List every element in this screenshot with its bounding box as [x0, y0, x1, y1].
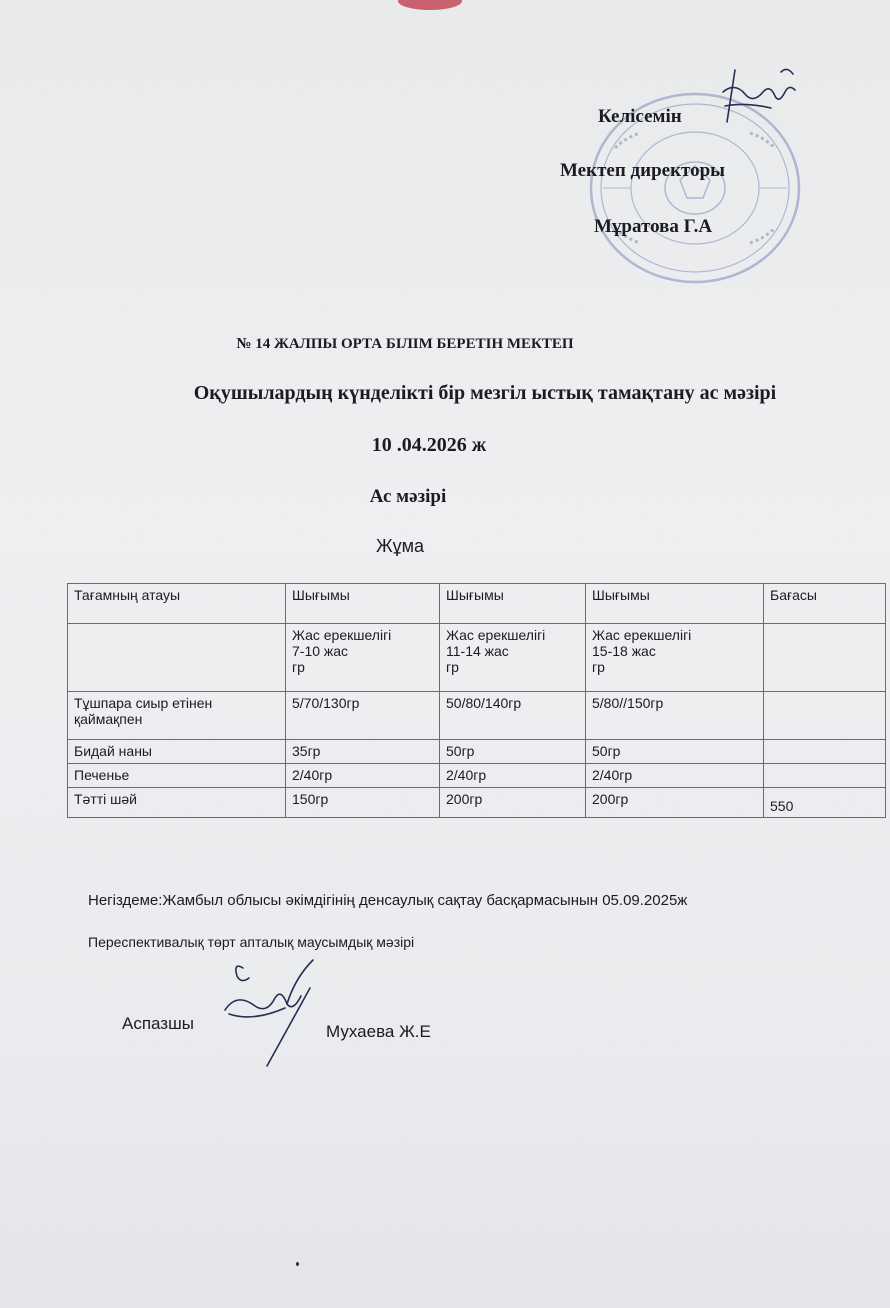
header-yield-3: Шығымы	[586, 584, 764, 624]
age-row-empty	[68, 624, 286, 692]
price	[764, 692, 886, 740]
paper-speck	[296, 1262, 299, 1266]
approval-name: Мұратова Г.А	[594, 216, 713, 237]
menu-title: Оқушылардың күнделікті бір мезгіл ыстық тамақтану ас мәзірі	[193, 382, 777, 404]
basis-note-line1: Негіздеме:Жамбыл облысы әкімдігінің денсаулық сақтау басқармасынын 05.09.2025ж	[88, 892, 688, 909]
age-group-row	[68, 624, 886, 692]
table-row	[68, 692, 886, 740]
top-edge-mark	[398, 0, 462, 10]
table-row	[68, 740, 886, 764]
header-yield-2: Шығымы	[440, 584, 586, 624]
dish-name: Печенье	[68, 764, 286, 788]
cook-name: Мухаева Ж.Е	[326, 1022, 431, 1041]
yield-15-18: 200гр	[586, 788, 764, 818]
age-row-price-empty	[764, 624, 886, 692]
dish-name: Бидай наны	[68, 740, 286, 764]
yield-11-14: 2/40гр	[440, 764, 586, 788]
approval-agreed: Келісемін	[598, 106, 682, 127]
yield-7-10: 150гр	[286, 788, 440, 818]
price	[764, 740, 886, 764]
yield-15-18: 50гр	[586, 740, 764, 764]
basis-note-line2: Переспективалық төрт апталық маусымдық мәзірі	[88, 934, 415, 950]
age-group-15-18: Жас ерекшелігі 15-18 жас гр	[586, 624, 764, 692]
header-yield-1: Шығымы	[286, 584, 440, 624]
menu-date: 10 .04.2026 ж	[371, 434, 487, 456]
header-price: Бағасы	[764, 584, 886, 624]
yield-15-18: 2/40гр	[586, 764, 764, 788]
school-name: № 14 ЖАЛПЫ ОРТА БІЛІМ БЕРЕТІН МЕКТЕП	[236, 336, 574, 352]
price	[764, 764, 886, 788]
approval-position: Мектеп директоры	[560, 160, 726, 181]
cook-signature	[215, 948, 330, 1068]
yield-7-10: 2/40гр	[286, 764, 440, 788]
yield-11-14: 50гр	[440, 740, 586, 764]
yield-11-14: 50/80/140гр	[440, 692, 586, 740]
age-group-7-10: Жас ерекшелігі 7-10 жас гр	[286, 624, 440, 692]
price: 550	[764, 788, 886, 818]
header-dish-name: Тағамның атауы	[68, 584, 286, 624]
director-signature	[715, 62, 805, 142]
yield-15-18: 5/80//150гр	[586, 692, 764, 740]
table-header-row	[68, 584, 886, 624]
table-row	[68, 764, 886, 788]
table-row	[68, 788, 886, 818]
cook-label: Аспазшы	[122, 1014, 194, 1033]
age-group-11-14: Жас ерекшелігі 11-14 жас гр	[440, 624, 586, 692]
yield-7-10: 5/70/130гр	[286, 692, 440, 740]
dish-name: Тұшпара сиыр етінен қаймақпен	[68, 692, 286, 740]
yield-11-14: 200гр	[440, 788, 586, 818]
menu-subtitle: Ас мәзірі	[369, 486, 447, 507]
dish-name: Тәтті шәй	[68, 788, 286, 818]
menu-table	[67, 583, 886, 818]
menu-day: Жұма	[375, 536, 424, 556]
yield-7-10: 35гр	[286, 740, 440, 764]
